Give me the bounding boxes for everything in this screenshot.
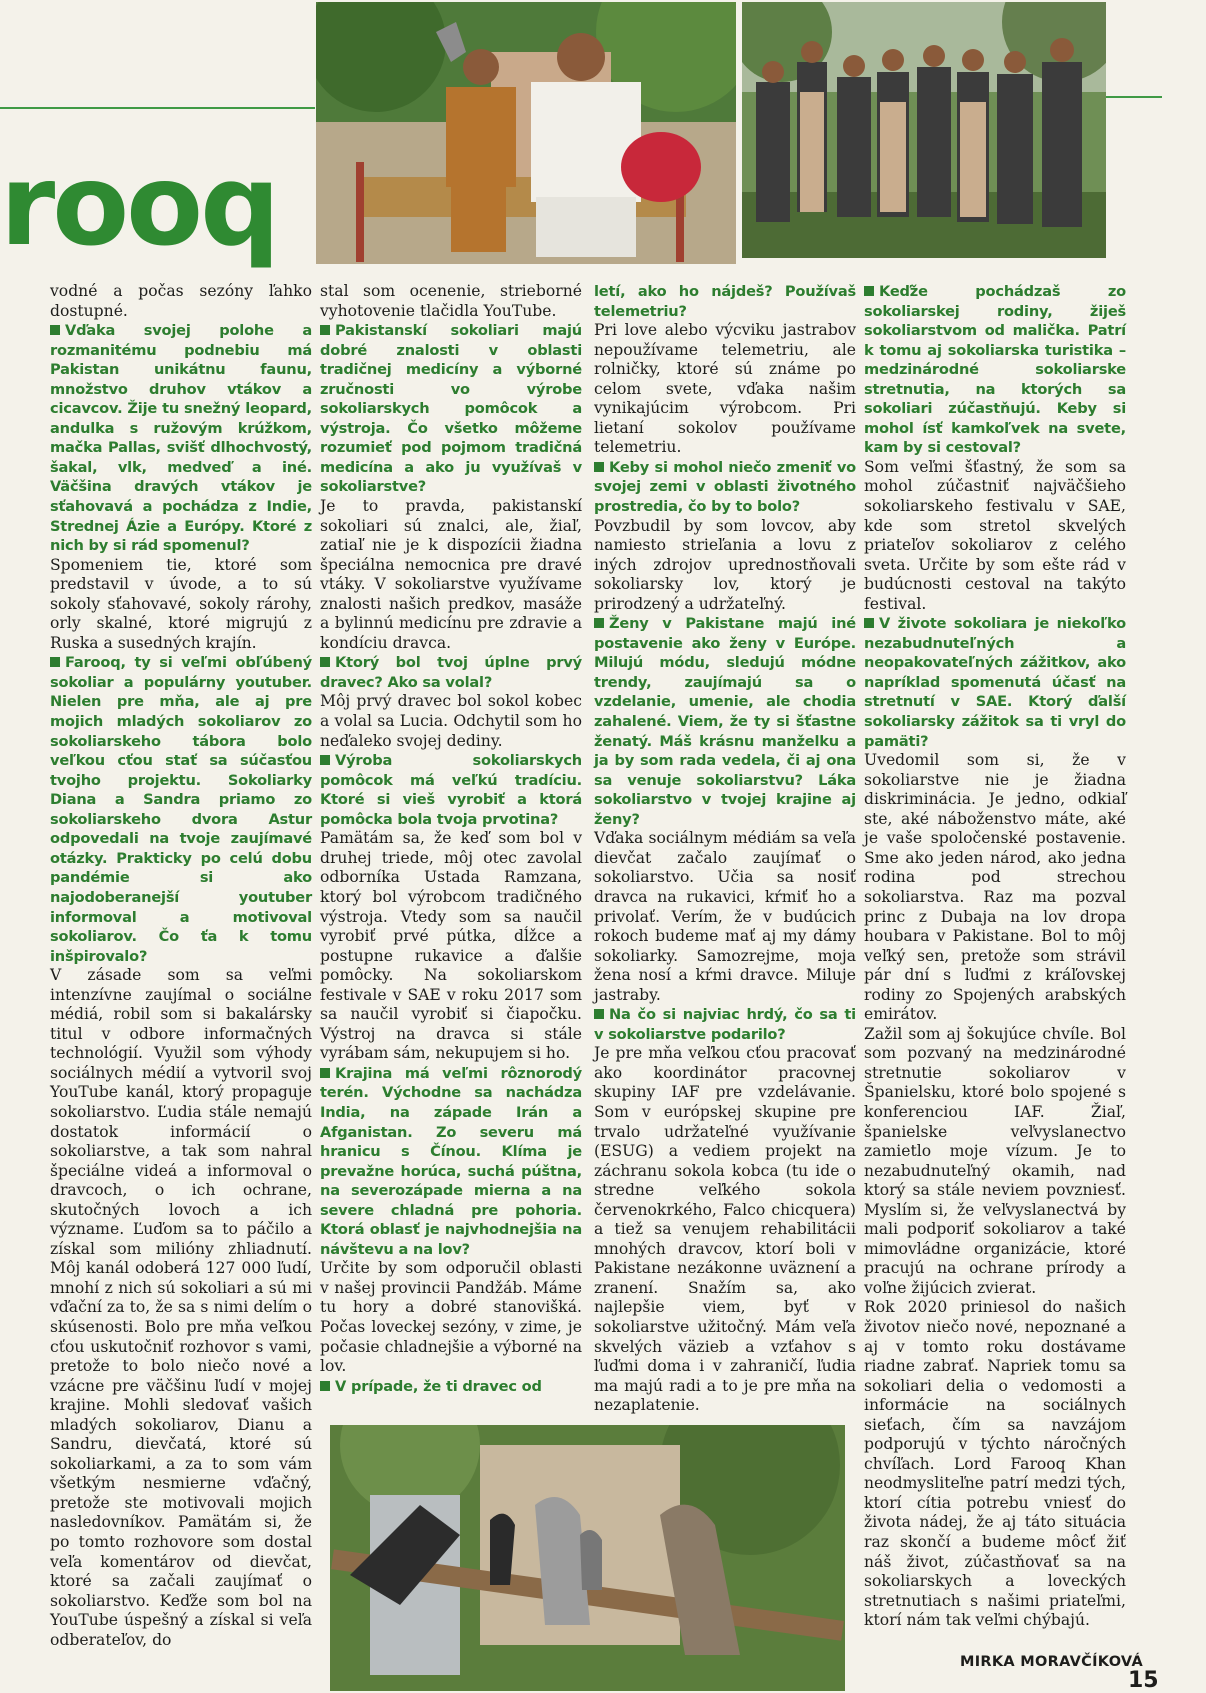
- question-text: Pakistanskí sokoliari majú dobré znalosti v oblasti tradičnej medicíny a výborné zručnosti vo výrobe sokoliarskych pomôcok a výstroja. Čo všetko môžeme rozumieť pod pojmom tradičná medicína a ako ju využívaš v sokoliarstve?: [320, 322, 582, 496]
- answer-paragraph: Je pre mňa veľkou cťou pracovať ako koordinátor pracovnej skupiny IAF pre vzdelávanie. Som v európskej skupine pre trvalo udržateľné využívanie (ESUG) a vediem projekt na záchranu sokola kobca (tu ide o stredne veľkého sokola červenokrkého, Falco chicquera) a tiež sa venujem rehabilitácii mnohých dravcov, ktorí boli v Pakistane nezákonne uväznení a zranení. Snažím sa, ako najlepšie viem, byť v sokoliarstve užitočný. Mám veľa skvelých väzieb a vzťahov s ľuďmi doma i v zahraničí, ľudia ma majú radi a to je pre mňa na nezaplatenie.: [594, 1044, 856, 1415]
- two-falconers-on-charpai-image: [316, 2, 736, 264]
- group-photo: [742, 2, 1106, 258]
- two-falconers-photo: [316, 2, 736, 264]
- text-column-1: [50, 282, 312, 1650]
- interview-question: [50, 653, 312, 966]
- answer-paragraph: Spomeniem tie, ktoré som predstavil v úvode, a to sú sokoly sťahovavé, sokoly rárohy, orly skalné, ktoré migrujú z Ruska a susedných krajín.: [50, 555, 312, 652]
- question-marker-icon: [864, 618, 874, 628]
- interview-question: [594, 458, 856, 517]
- interview-question: [320, 1064, 582, 1259]
- question-marker-icon: [320, 1381, 330, 1391]
- green-rule: [0, 107, 315, 109]
- question-marker-icon: [594, 618, 604, 628]
- interview-question: [594, 1005, 856, 1044]
- question-text: Výroba sokoliarskych pomôcok má veľkú tradíciu. Ktoré si vieš vyrobiť a ktorá pomôcka bola tvoja prvotina?: [320, 752, 582, 828]
- answer-paragraph: Som veľmi šťastný, že som sa mohol zúčastniť najväčšieho sokoliarskeho festivalu v SAE, kde som stretol skvelých priateľov sokoliarov z celého sveta. Určite by som ešte rád v budúcnosti cestoval na takýto festival.: [864, 457, 1126, 613]
- interview-question: [320, 321, 582, 497]
- interview-question: [320, 653, 582, 692]
- answer-paragraph: Povzbudil by som lovcov, aby namiesto strieľania a lovu z iných zdrojov uprednostňovali sokoliarsky lov, ktorý je prirodzený a udržateľný.: [594, 516, 856, 613]
- interview-question: [864, 282, 1126, 458]
- answer-paragraph: Pamätám sa, že keď som bol v druhej triede, môj otec zavolal odborníka Ustada Ramzana, ktorý bol výrobcom tradičného výstroja. Vtedy som sa naučil vyrobiť prvé pútka, dĺžce a postupne rukavice a ďalšie pomôcky. Na sokoliarskom festivale v SAE v roku 2017 som sa naučil vyrobiť si čiapočku. Výstroj na dravca si stále vyrábam sám, nekupujem si ho.: [320, 829, 582, 1063]
- question-text: Ktorý bol tvoj úplne prvý dravec? Ako sa volal?: [320, 654, 582, 691]
- answer-paragraph: Vďaka sociálnym médiám sa veľa dievčat začalo zaujímať o sokoliarstvo. Učia sa nosiť dravca na rukavici, kŕmiť ho a privolať. Verím, že v budúcich rokoch budeme mať aj my dámy sokoliarky. Samozrejme, moja žena nosí a kŕmi dravce. Miluje jastraby.: [594, 829, 856, 1004]
- question-text: letí, ako ho nájdeš? Používaš telemetriu?: [594, 283, 856, 320]
- question-marker-icon: [864, 286, 874, 296]
- text-column-4: [864, 282, 1126, 1631]
- answer-paragraph: vodné a počas sezóny ľahko dostupné.: [50, 282, 312, 320]
- answer-paragraph: Môj prvý dravec bol sokol kobec a volal sa Lucia. Odchytil som ho neďaleko svojej dediny.: [320, 692, 582, 750]
- falcons-on-perches-image: [330, 1425, 845, 1691]
- answer-paragraph: Pri love alebo výcviku jastrabov nepoužívame telemetriu, ale rolničky, ktoré sú známe po celom svete, vďaka našim vynikajúcim výrobcom. Pri lietaní sokolov používame telemetriu.: [594, 321, 856, 457]
- question-text: Vďaka svojej polohe a rozmanitému podnebiu má Pakistan unikátnu faunu, množstvo druhov vtákov a cicavcov. Žije tu snežný leopard, andulka s ružovým krúžkom, mačka Pallas, svišť dlhochvostý, šakal, vlk, medveď a iné. Väčšina dravých vtákov je sťahovavá a pochádza z Indie, Strednej Ázie a Európy. Ktoré z nich by si rád spomenul?: [50, 322, 312, 555]
- answer-paragraph: Zažil som aj šokujúce chvíle. Bol som pozvaný na medzinárodné stretnutie sokoliarov v Španielsku, ktoré bolo spojené s konferenciou IAF. Žiaľ, španielske veľvyslanectvo zamietlo moje vízum. Je to nezabudnuteľný okamih, nad ktorý sa stále neviem povzniesť. Myslím si, že veľvyslanectvá by mali podporiť sokoliarov a také mimovládne organizácie, ktoré pracujú na ochrane prírody a voľne žijúcich zvierat.: [864, 1024, 1126, 1297]
- text-column-3: [594, 282, 856, 1416]
- answer-paragraph: Rok 2020 priniesol do našich životov niečo nové, nepoznané a aj v tomto roku dostávame riadne zabrať. Napriek tomu sa sokoliari delia o vedomosti a informácie na sociálnych sieťach, čím sa navzájom podporujú v týchto náročných chvíľach. Lord Farooq Khan neodmysliteľne patrí medzi tých, ktorí cítia potrebu vniesť do života nádej, že aj táto situácia raz skončí a budeme môcť žiť náš život, zúčastňovať sa na sokoliarskych a loveckých stretnutiach s našimi priateľmi, ktorí nám tak veľmi chýbajú.: [864, 1298, 1126, 1630]
- question-text: Farooq, ty si veľmi obľúbený sokoliar a populárny youtuber. Nielen pre mňa, ale aj pre mojich mladých sokoliarov zo sokoliarskeho tábora bolo veľkou cťou stať sa súčasťou tvojho projektu. Sokoliarky Diana a Sandra priamo zo sokoliarskeho dvora Astur odpovedali na tvoje zaujímavé otázky. Prakticky po celú dobu pandémie si ako najodoberanejší youtuber informoval a motivoval sokoliarov. Čo ťa k tomu inšpirovalo?: [50, 654, 312, 965]
- question-marker-icon: [320, 755, 330, 765]
- question-text: V prípade, že ti dravec od: [335, 1377, 542, 1395]
- answer-paragraph: Určite by som odporučil oblasti v našej provincii Pandžáb. Máme tu hory a dobré stanovišká. Počas loveckej sezóny, v zime, je počasie chladnejšie a výborné na lov.: [320, 1259, 582, 1376]
- group-of-falconers-image: [742, 2, 1106, 258]
- headline: rooq: [0, 141, 278, 271]
- question-text: V živote sokoliara je niekoľko nezabudnuteľných a neopakovateľných zážitkov, ako napríklad spomenutá účasť na stretnutí v SAE. Ktorý ďalší sokoliarsky zážitok sa ti vryl do pamäti?: [864, 615, 1126, 750]
- question-marker-icon: [320, 657, 330, 667]
- interview-question: [50, 321, 312, 556]
- question-text: Ženy v Pakistane majú iné postavenie ako ženy v Európe. Milujú módu, sledujú módne trendy, zaujímajú sa o vzdelanie, umenie, ale chodia zahalené. Viem, že ty si šťastne ženatý. Máš krásnu manželku a ja by som rada vedela, či aj ona sa venuje sokoliarstvu? Láka sokoliarstvo v tvojej krajine aj ženy?: [594, 615, 856, 828]
- answer-paragraph: Uvedomil som si, že v sokoliarstve nie je žiadna diskriminácia. Je jedno, odkiaľ ste, aké náboženstvo máte, aké je vaše spoločenské postavenie. Sme ako jeden národ, ako jedna rodina pod strechou sokoliarstva. Raz ma pozval princ z Dubaja na lov dropa houbara v Pakistane. Bol to môj veľký sen, pretože som strávil pár dní s ľuďmi z kráľovskej rodiny zo Spojených arabských emirátov.: [864, 751, 1126, 1024]
- question-text: Na čo si najviac hrdý, čo sa ti v sokoliarstve podarilo?: [594, 1006, 856, 1043]
- interview-question: [594, 614, 856, 829]
- text-column-2: [320, 282, 582, 1396]
- question-marker-icon: [320, 325, 330, 335]
- interview-question: [320, 1377, 582, 1397]
- question-text: Keďže pochádzaš zo sokoliarskej rodiny, žiješ sokoliarstvom od malička. Patrí k tomu aj sokoliarska turistika – medzinárodné sokoliarske stretnutia, na ktorých sa sokoliari zúčastňujú. Keby si mohol ísť kamkoľvek na svete, kam by si cestoval?: [864, 283, 1126, 457]
- question-marker-icon: [50, 657, 60, 667]
- falcons-photo: [330, 1425, 845, 1691]
- answer-paragraph: stal som ocenenie, strieborné vyhotovenie tlačidla YouTube.: [320, 282, 582, 320]
- interview-question: [320, 751, 582, 829]
- question-marker-icon: [594, 462, 604, 472]
- answer-paragraph: V zásade som sa veľmi intenzívne zaujímal o sociálne médiá, robil som si bakalársky titul v odbore informačných technológií. Využil som výhody sociálnych médií a vytvoril svoj YouTube kanál, ktorý propaguje sokoliarstvo. Ľudia stále nemajú dostatok informácií o sokoliarstve, a tak som nahral špeciálne videá a informoval o dravcoch, o ich ochrane, skutočných lovoch a ich význame. Ľuďom sa to páčilo a získal som milióny zhliadnutí. Môj kanál odoberá 127 000 ľudí, mnohí z nich sú sokoliari a sú mi vďační za to, že sa s nimi delím o skúsenosti. Bolo pre mňa veľkou cťou uskutočniť rozhovor s vami, pretože to bolo niečo nové a vzácne pre väčšinu ľudí v mojej krajine. Mohli sledovať vašich mladých sokoliarov, Dianu a Sandru, dievčatá, ktoré sú sokoliarkami, a za to som vám všetkým nesmierne vďačný, pretože ste motivovali mojich nasledovníkov. Pamätám si, že po tomto rozhovore som dostal veľa komentárov od dievčat, ktoré sa začali zaujímať o sokoliarstvo. Keďže som bol na YouTube úspešný a získal si veľa odberateľov, do: [50, 966, 312, 1649]
- author-byline: MIRKA MORAVČÍKOVÁ: [960, 1654, 1143, 1670]
- question-text: Keby si mohol niečo zmeniť vo svojej zemi v oblasti životného prostredia, čo by to bolo?: [594, 458, 856, 516]
- question-marker-icon: [320, 1068, 330, 1078]
- interview-question: [864, 614, 1126, 751]
- interview-question: [594, 282, 856, 321]
- question-marker-icon: [50, 325, 60, 335]
- page-number: 15: [1128, 1668, 1159, 1693]
- question-marker-icon: [594, 1009, 604, 1019]
- answer-paragraph: Je to pravda, pakistanskí sokoliari sú znalci, ale, žiaľ, zatiaľ nie je k dispozícii žiadna špeciálna nemocnica pre dravé vtáky. V sokoliarstve využívame znalosti našich predkov, masáže a bylinnú medicínu pre zdravie a kondíciu dravca.: [320, 497, 582, 652]
- question-text: Krajina má veľmi rôznorodý terén. Východne sa nachádza India, na západe Irán a Afganistan. Zo severu má hranicu s Čínou. Klíma je prevažne horúca, suchá púštna, na severozápade mierna a na severe chladná pre pohoria. Ktorá oblasť je najvhodnejšia na návštevu a na lov?: [320, 1064, 582, 1258]
